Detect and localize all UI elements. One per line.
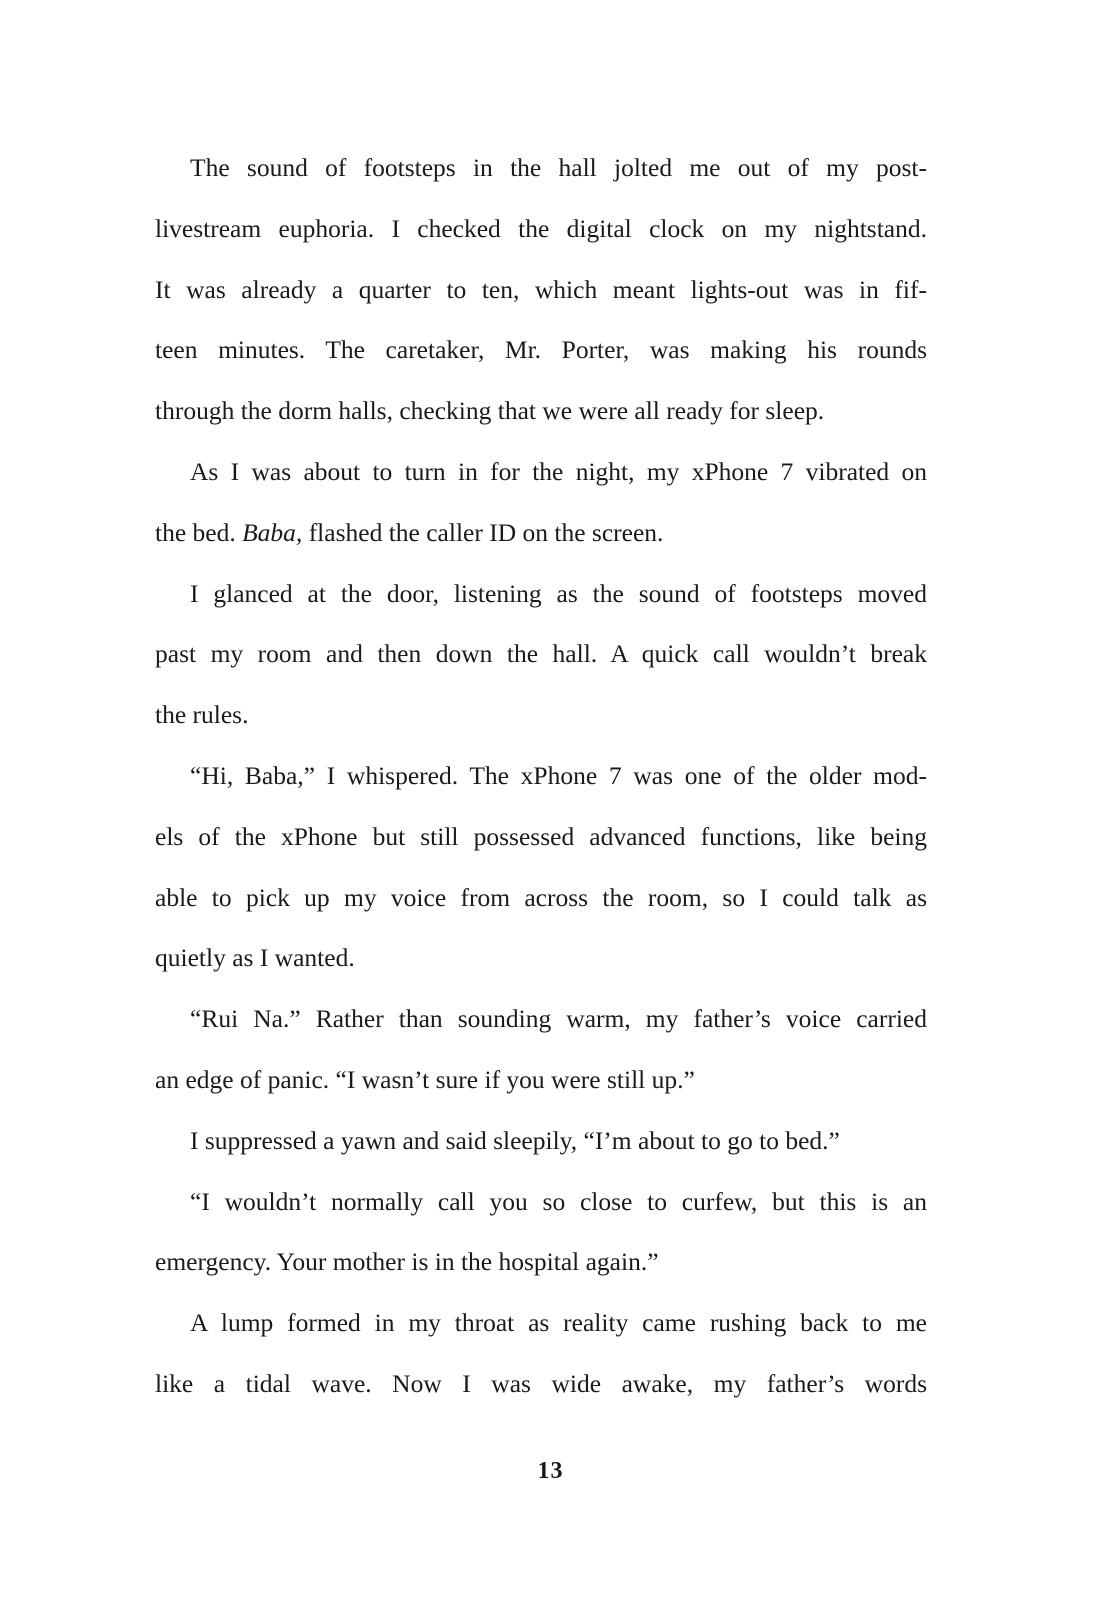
text-line: els of the xPhone but still possessed advanced functions, like being (155, 821, 927, 851)
text-line: livestream euphoria. I checked the digital clock on my nightstand. (155, 213, 927, 243)
page-number: 13 (537, 1458, 564, 1484)
text-line: able to pick up my voice from across the room, so I could talk as (155, 882, 927, 912)
text-segment: flashed the caller ID on the screen. (302, 517, 664, 547)
text-line: The sound of footsteps in the hall jolted me out of my post- (190, 153, 927, 182)
text-line: I glanced at the door, listening as the sound of footsteps moved (190, 578, 927, 608)
text-line (155, 503, 927, 564)
text-line: the rules. (155, 700, 249, 730)
text-line: past my room and then down the hall. A quick call wouldn’t break (155, 639, 927, 669)
text-segment: the bed. (155, 517, 243, 547)
text-line: As I was about to turn in for the night, my xPhone 7 vibrated on (190, 456, 927, 486)
body-text (155, 138, 927, 1415)
text-line: “Hi, Baba,” I whispered. The xPhone 7 was one of the older mod- (190, 760, 927, 790)
text-line: teen minutes. The caretaker, Mr. Porter, was making his rounds (155, 335, 927, 365)
italic-name: Baba, (242, 517, 303, 547)
text-line: an edge of panic. “I wasn’t sure if you were still up.” (155, 1064, 695, 1094)
text-line: “Rui Na.” Rather than sounding warm, my father’s voice carried (190, 1004, 927, 1034)
text-line: like a tidal wave. Now I was wide awake, my father’s words (155, 1368, 927, 1398)
text-line: through the dorm halls, checking that we were all ready for sleep. (155, 396, 825, 426)
text-line: “I wouldn’t normally call you so close to curfew, but this is an (190, 1186, 927, 1216)
text-line: emergency. Your mother is in the hospital again.” (155, 1247, 659, 1277)
text-line: I suppressed a yawn and said sleepily, “I’m about to go to bed.” (190, 1125, 840, 1155)
text-line: quietly as I wanted. (155, 943, 355, 973)
text-line: A lump formed in my throat as reality came rushing back to me (190, 1308, 927, 1338)
text-line: It was already a quarter to ten, which meant lights-out was in fif- (155, 274, 927, 304)
